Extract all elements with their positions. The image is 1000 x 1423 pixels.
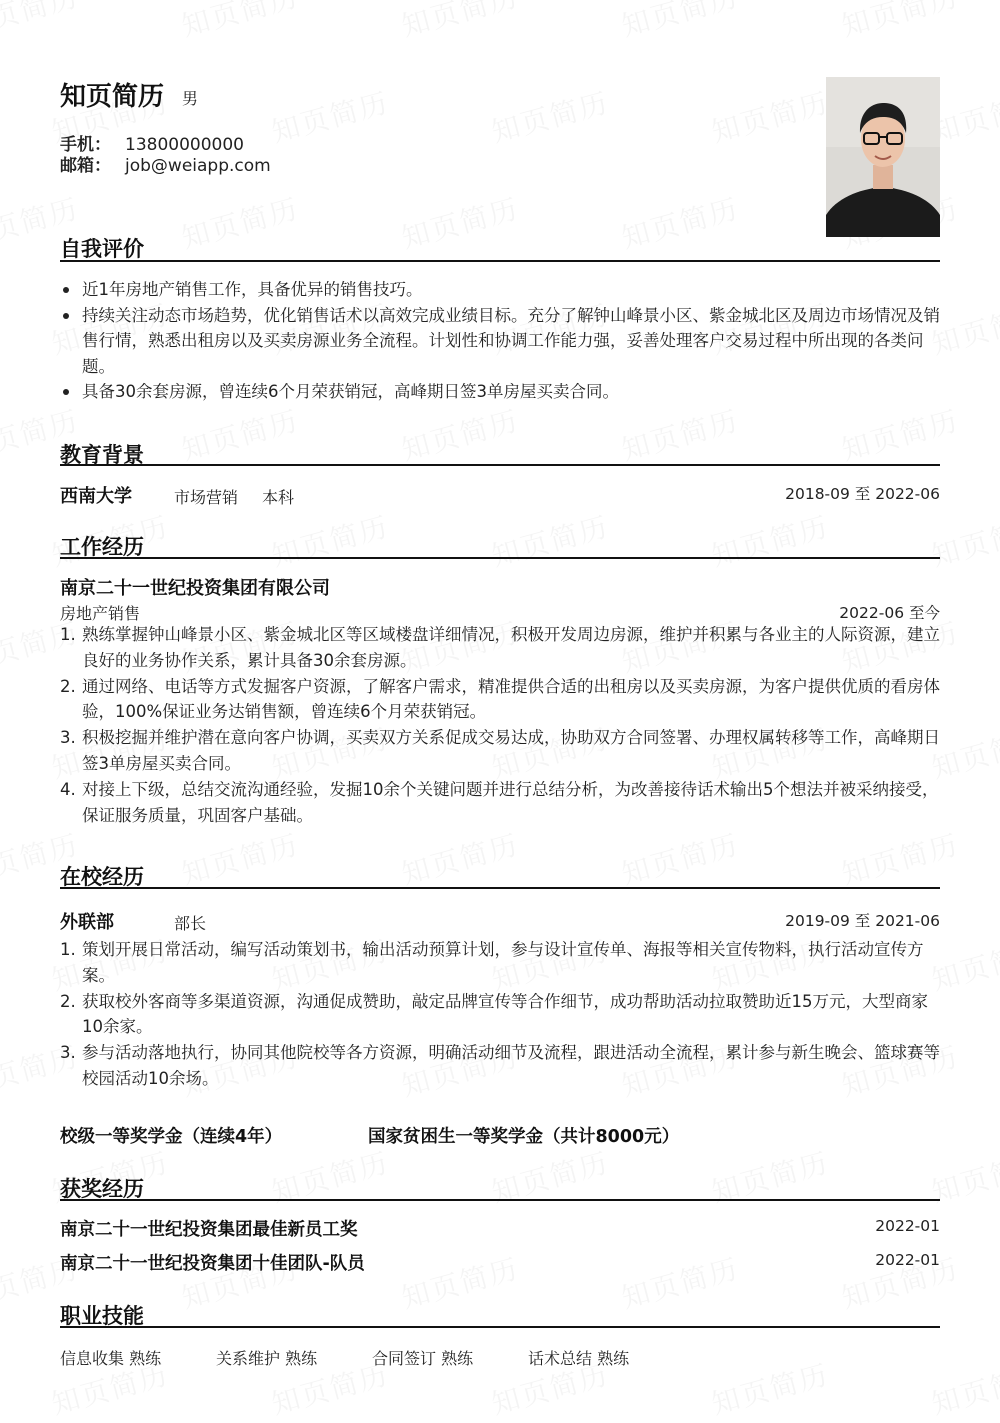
awards-divider <box>60 1199 940 1201</box>
degree: 本科 <box>262 488 295 507</box>
watermark-text <box>707 505 833 575</box>
watermark-text <box>707 1353 833 1423</box>
phone-value: 13800000000 <box>125 135 244 155</box>
watermark-text <box>927 1353 1000 1423</box>
campus-duty-item: 1. 策划开展日常活动，编写活动策划书，输出活动预算计划，参与设计宣传单、海报等相关宣传物料，执行活动宣传方案。 <box>60 940 924 985</box>
watermark-text <box>397 1247 523 1317</box>
watermark-text <box>0 0 83 45</box>
self-eval-list <box>60 277 940 405</box>
scholarship-2: 国家贫困生一等奖学金（共计8000元） <box>368 1127 680 1147</box>
watermark-text <box>397 0 523 45</box>
watermark-text <box>837 823 963 893</box>
award-date: 2022-01 <box>875 1251 940 1269</box>
major: 市场营销 <box>174 488 239 507</box>
watermark-text <box>837 0 963 45</box>
watermark-text <box>617 187 743 257</box>
campus-role: 部长 <box>174 914 207 933</box>
campus-period: 2019-09 至 2021-06 <box>785 912 940 930</box>
work-duty-list <box>60 622 940 828</box>
school-name: 西南大学 <box>60 486 132 507</box>
watermark-text <box>617 399 743 469</box>
skill-item: 话术总结 熟练 <box>528 1349 630 1368</box>
campus-duty-item: 3. 参与活动落地执行，协同其他院校等各方资源，明确活动细节及流程，跟进活动全流程，累计参与新生晚会、篮球赛等校园活动10余场。 <box>60 1043 940 1088</box>
watermark-text <box>487 505 613 575</box>
email-label: 邮箱： <box>60 156 111 176</box>
email-value: job@weiapp.com <box>125 156 271 176</box>
watermark-text <box>487 81 613 151</box>
award-name: 南京二十一世纪投资集团最佳新员工奖 <box>60 1220 358 1240</box>
watermark-text <box>397 399 523 469</box>
skill-item: 合同签订 熟练 <box>372 1349 474 1368</box>
watermark-text <box>267 505 393 575</box>
watermark-text <box>837 399 963 469</box>
watermark-text <box>617 823 743 893</box>
work-duty-item: 4. 对接上下级，总结交流沟通经验，发掘10余个关键问题并进行总结分析，为改善接待话术输出5个想法并被采纳接受，保证服务质量，巩固客户基础。 <box>60 779 939 825</box>
self-eval-title: 自我评价 <box>60 237 144 261</box>
candidate-name: 知页简历 <box>60 82 165 112</box>
watermark-text <box>177 399 303 469</box>
skills-title: 职业技能 <box>60 1304 144 1328</box>
candidate-gender: 男 <box>182 89 199 108</box>
watermark-text <box>927 505 1000 575</box>
company-name: 南京二十一世纪投资集团有限公司 <box>60 578 330 599</box>
work-duty-item: 2. 通过网络、电话等方式发掘客户资源，了解客户需求，精准提供合适的出租房以及买卖房源，为客户提供优质的看房体验，100%保证业务达销售额，曾连续6个月荣获销冠。 <box>60 676 940 722</box>
scholarship-1: 校级一等奖学金（连续4年） <box>60 1127 283 1147</box>
education-divider <box>60 464 940 466</box>
award-name: 南京二十一世纪投资集团十佳团队-队员 <box>60 1254 365 1274</box>
campus-title: 在校经历 <box>60 865 144 889</box>
self-eval-item: 具备30余套房源，曾连续6个月荣获销冠，高峰期日签3单房屋买卖合同。 <box>60 379 940 405</box>
skill-item: 关系维护 熟练 <box>216 1349 318 1368</box>
email-row <box>60 151 271 176</box>
campus-org: 外联部 <box>60 912 114 933</box>
watermark-text <box>397 187 523 257</box>
watermark-text <box>617 0 743 45</box>
profile-photo-image <box>826 77 940 237</box>
job-role: 房地产销售 <box>60 604 141 623</box>
phone-label: 手机： <box>60 135 111 155</box>
skill-item: 信息收集 熟练 <box>60 1349 162 1368</box>
award-date: 2022-01 <box>875 1217 940 1235</box>
work-duty-item: 1. 熟练掌握钟山峰景小区、紫金城北区等区域楼盘详细情况，积极开发周边房源，维护并积累与各业主的人际资源，建立良好的业务协作关系，累计具备30余套房源。 <box>60 625 940 670</box>
watermark-text <box>707 81 833 151</box>
education-period: 2018-09 至 2022-06 <box>785 485 940 503</box>
watermark-text <box>267 81 393 151</box>
work-duty-item: 3. 积极挖掘并维护潜在意向客户协调，买卖双方关系促成交易达成，协助双方合同签署、办理权属转移等工作，高峰期日签3单房屋买卖合同。 <box>60 728 940 773</box>
profile-photo <box>826 77 940 237</box>
skills-divider <box>60 1326 940 1328</box>
work-period: 2022-06 至今 <box>839 604 940 622</box>
campus-divider <box>60 887 940 889</box>
self-eval-item: 持续关注动态市场趋势，优化销售话术以高效完成业绩目标。充分了解钟山峰景小区、紫金城北区及周边市场情况及销售行情，熟悉出租房以及买卖房源业务全流程。计划性和协调工作能力强，妥善处理客户交易过程中所出现的各类问题。 <box>60 303 940 380</box>
watermark-text <box>397 823 523 893</box>
education-title: 教育背景 <box>60 443 144 467</box>
watermark-text <box>617 1247 743 1317</box>
watermark-text <box>177 823 303 893</box>
work-title: 工作经历 <box>60 535 144 559</box>
work-divider <box>60 557 940 559</box>
campus-duty-item: 2. 获取校外客商等多渠道资源，沟通促成赞助，敲定品牌宣传等合作细节，成功帮助活动拉取赞助近15万元，大型商家10余家。 <box>60 991 928 1037</box>
self-eval-divider <box>60 260 940 262</box>
self-eval-item: 近1年房地产销售工作，具备优异的销售技巧。 <box>60 277 940 303</box>
awards-title: 获奖经历 <box>60 1177 144 1201</box>
campus-duty-list <box>60 937 940 1092</box>
watermark-text <box>177 187 303 257</box>
watermark-text <box>177 0 303 45</box>
